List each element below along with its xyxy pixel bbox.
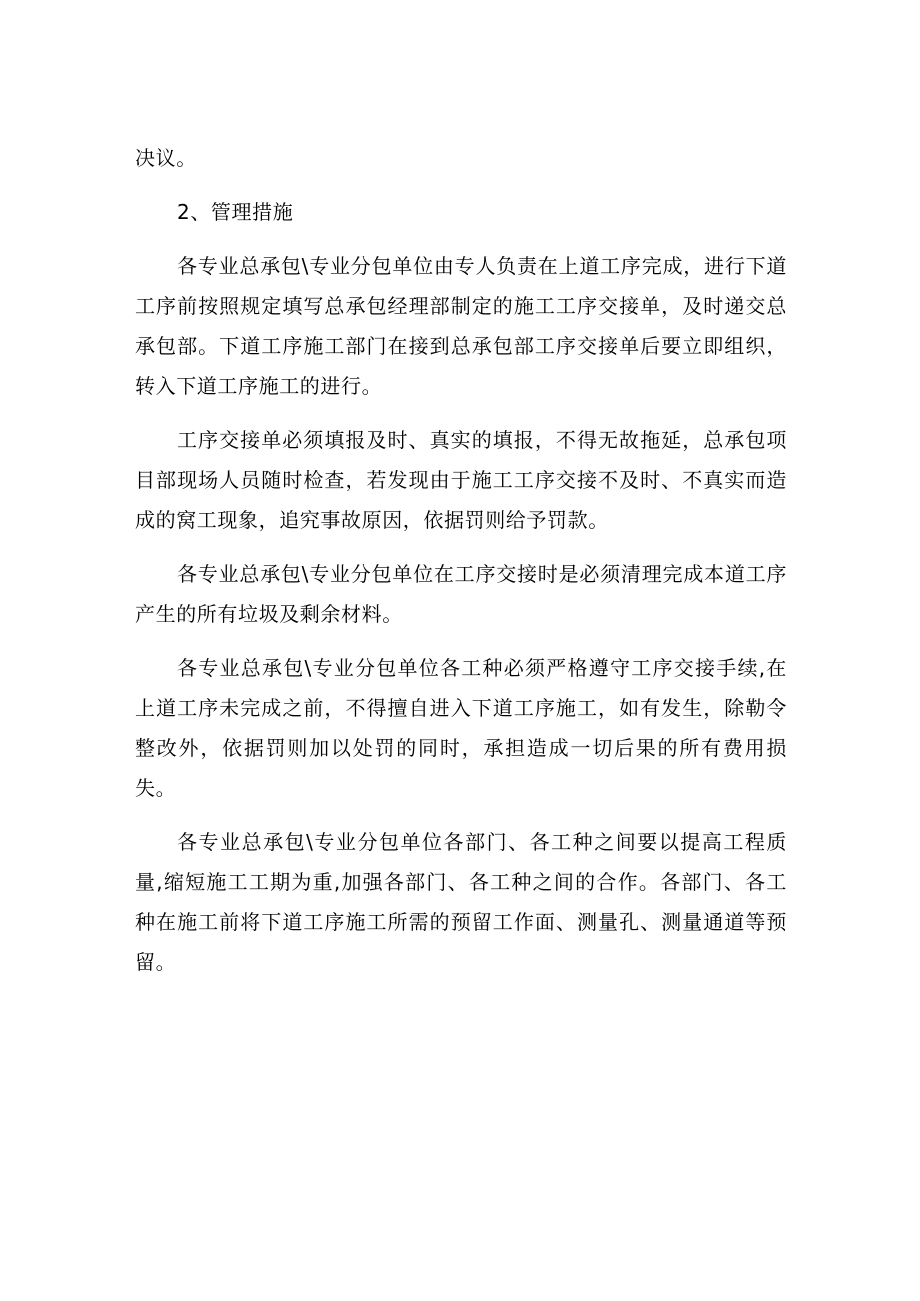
continuation-text: 决议。 (135, 146, 197, 170)
paragraph-cleanup: 各专业总承包\专业分包单位在工序交接时是必须清理完成本道工序产生的所有垃圾及剩余材料。 (135, 562, 787, 626)
document-body (135, 138, 787, 996)
section-heading: 2、管理措施 (177, 200, 294, 224)
paragraph-handover-procedure: 各专业总承包\专业分包单位由专人负责在上道工序完成，进行下道工序前按照规定填写总承包经理部制定的施工工序交接单，及时递交总承包部。下道工序施工部门在接到总承包部工序交接单后要立即组织，转入下道工序施工的进行。 (135, 254, 787, 398)
paragraph-cooperation: 各专业总承包\专业分包单位各部门、各工种之间要以提高工程质量,缩短施工工期为重,加强各部门、各工种之间的合作。各部门、各工种在施工前将下道工序施工所需的预留工作面、测量孔、测量通道等预留。 (135, 830, 787, 974)
paragraph-handover-form: 工序交接单必须填报及时、真实的填报，不得无故拖延，总承包项目部现场人员随时检查，若发现由于施工工序交接不及时、不真实而造成的窝工现象，追究事故原因，依据罚则给予罚款。 (135, 428, 787, 532)
paragraph-compliance: 各专业总承包\专业分包单位各工种必须严格遵守工序交接手续,在上道工序未完成之前，不得擅自进入下道工序施工，如有发生，除勒令整改外，依据罚则加以处罚的同时，承担造成一切后果的所有费用损失。 (135, 656, 787, 800)
